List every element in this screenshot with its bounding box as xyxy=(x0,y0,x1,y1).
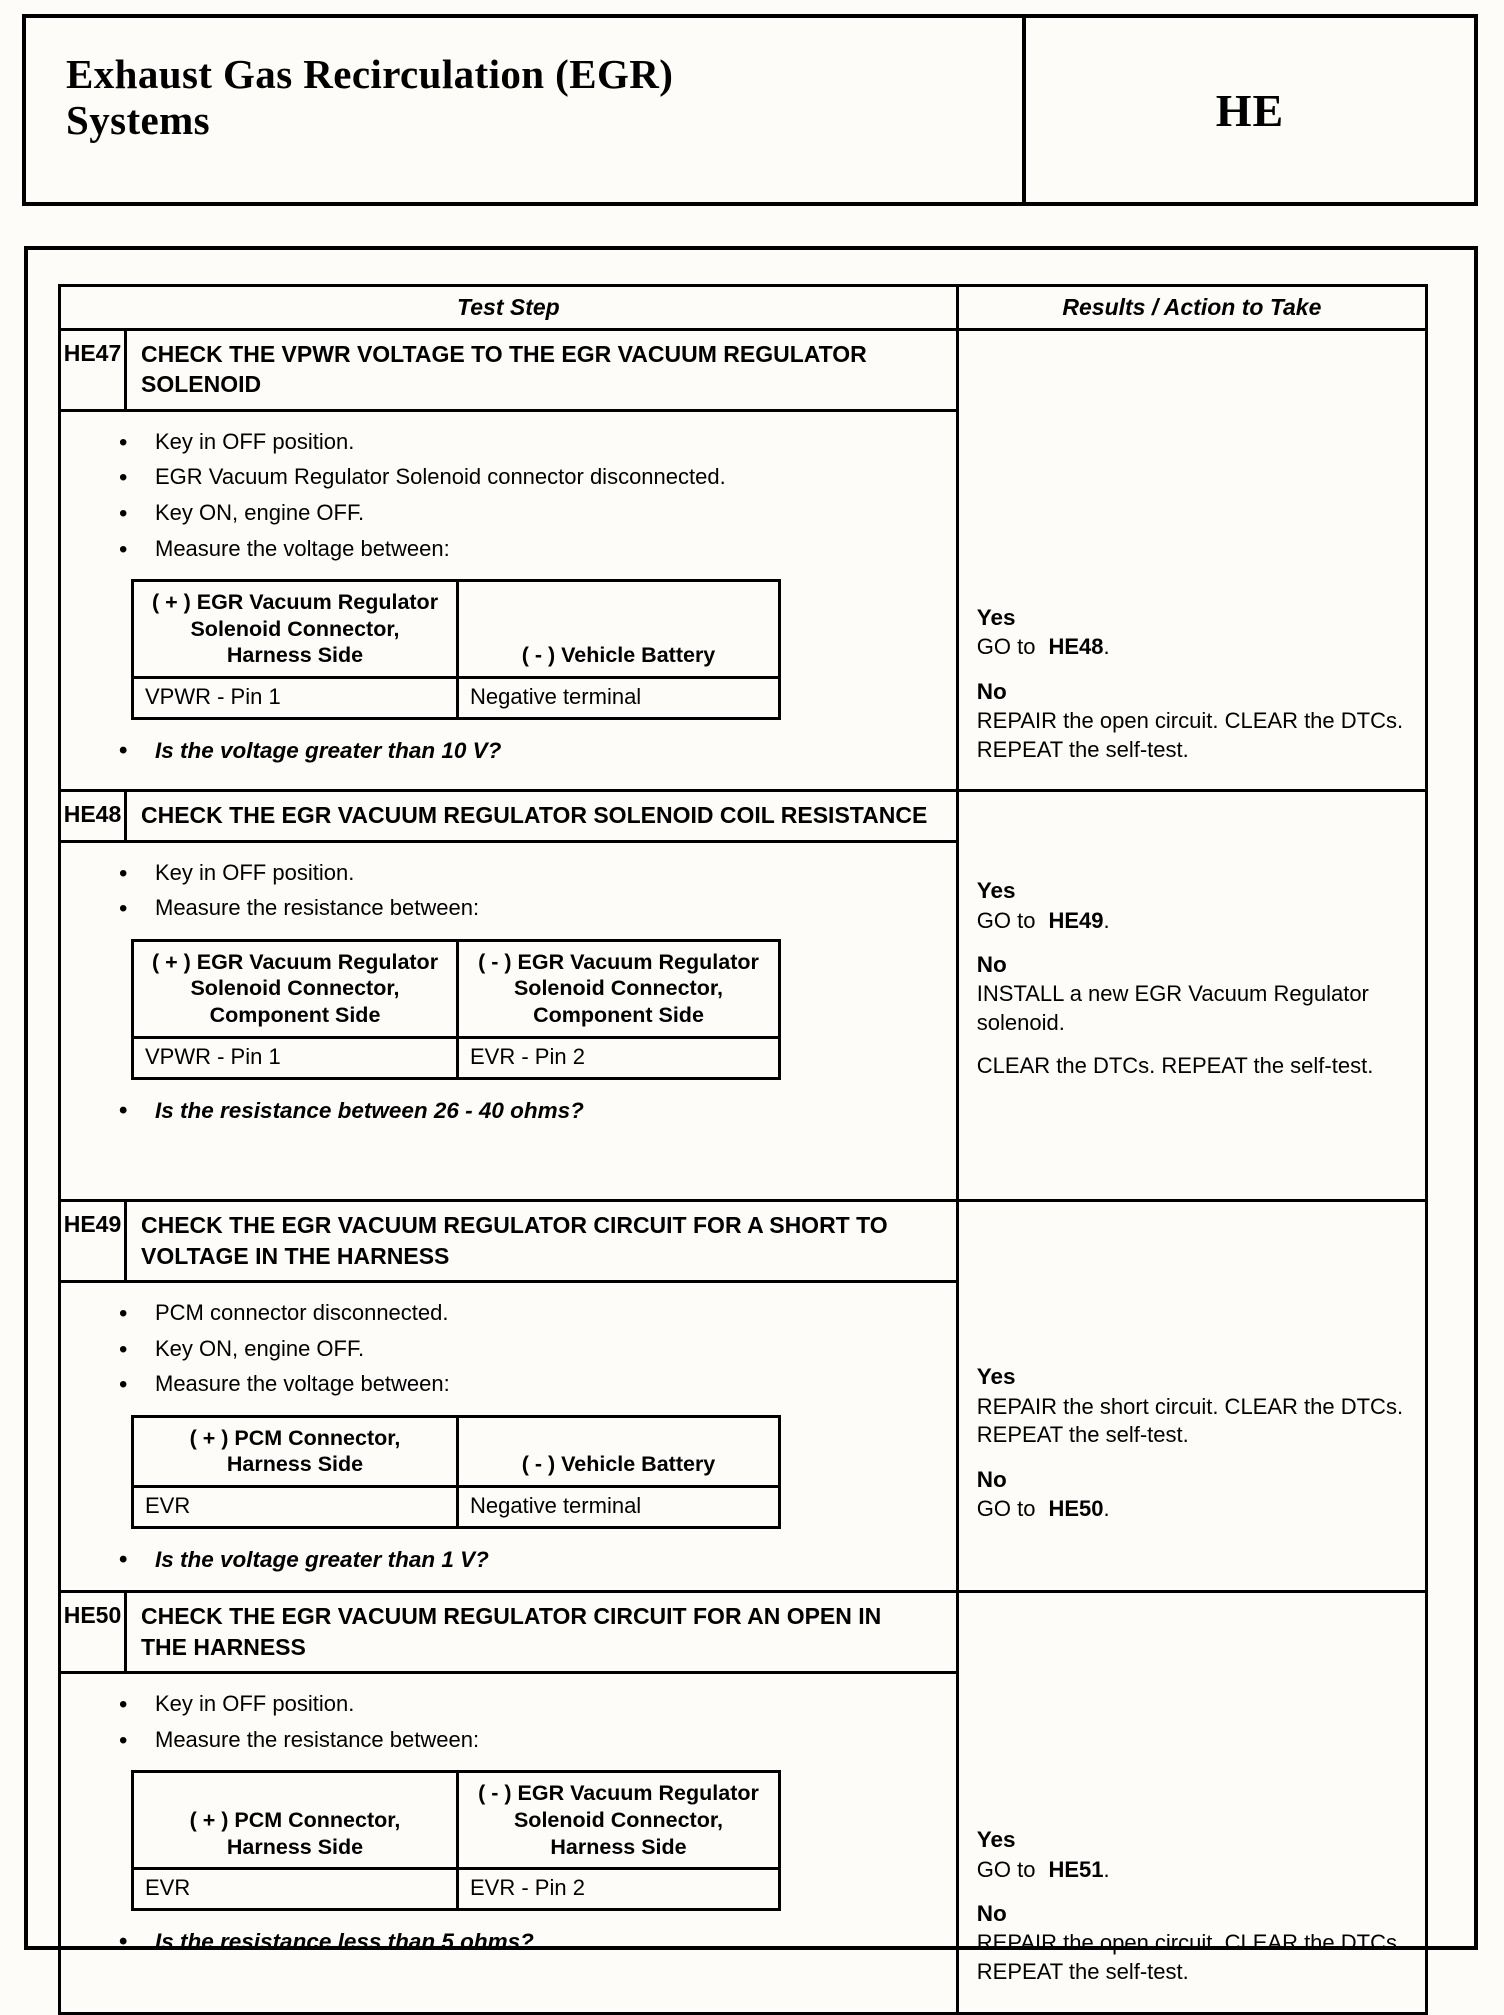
result-yes-label: Yes xyxy=(976,878,1016,904)
go-to-period: . xyxy=(1103,1856,1110,1882)
instruction-item: • Key in OFF position. xyxy=(107,1690,936,1719)
section-code: HE xyxy=(1215,84,1285,136)
measurement-value-row xyxy=(134,676,778,717)
go-to-text: GO to xyxy=(976,634,1036,660)
results-cell xyxy=(956,1593,1425,2011)
step-question: • Is the resistance between 26 - 40 ohms? xyxy=(107,1096,936,1125)
instruction-item: • Key ON, engine OFF. xyxy=(107,499,936,528)
step-instructions xyxy=(61,412,956,782)
measurement-value-row xyxy=(134,1485,778,1526)
result-yes-action xyxy=(977,633,1411,662)
result-yes-block xyxy=(977,1362,1411,1449)
measurement-header-row xyxy=(134,1773,778,1867)
measurement-header-positive: ( + ) PCM Connector, Harness Side xyxy=(189,1425,401,1477)
table-header-row xyxy=(61,287,1425,331)
instruction-item: • Measure the resistance between: xyxy=(107,894,936,923)
result-no-action-2: CLEAR the DTCs. REPEAT the self-test. xyxy=(976,1052,1374,1078)
column-header-results: Results / Action to Take xyxy=(956,287,1425,328)
step-instructions xyxy=(61,843,956,1141)
instruction-item: • Key ON, engine OFF. xyxy=(107,1335,936,1364)
result-yes-label: Yes xyxy=(976,1364,1016,1390)
result-yes-block xyxy=(977,876,1411,935)
measurement-value-positive: EVR xyxy=(134,1485,456,1526)
result-yes-block xyxy=(977,1825,1411,1884)
step-id: HE47 xyxy=(61,331,127,409)
measurement-value-positive: VPWR - Pin 1 xyxy=(134,676,456,717)
result-yes-block xyxy=(977,603,1411,662)
page-title: Exhaust Gas Recirculation (EGR) Systems xyxy=(66,51,674,143)
measurement-value-positive: EVR xyxy=(134,1867,456,1908)
diagnostic-table xyxy=(58,284,1428,2015)
measurement-header-row xyxy=(134,942,778,1036)
measurement-value-negative: EVR - Pin 2 xyxy=(456,1867,778,1908)
result-no-action: REPAIR the open circuit. CLEAR the DTCs. REPEAT the self-test. xyxy=(976,1930,1404,1985)
measurement-value-row xyxy=(134,1036,778,1077)
go-to-period: . xyxy=(1103,634,1110,660)
go-to-text: GO to xyxy=(976,1856,1036,1882)
measurement-table xyxy=(131,1770,781,1911)
step-title: CHECK THE VPWR VOLTAGE TO THE EGR VACUUM REGULATOR SOLENOID xyxy=(141,341,867,398)
go-to-period: . xyxy=(1103,1495,1110,1521)
result-yes-action xyxy=(977,907,1411,936)
test-step-row-he48 xyxy=(61,792,1425,1202)
measurement-table xyxy=(131,939,781,1080)
result-yes-action xyxy=(977,1856,1411,1885)
instruction-item: • Measure the resistance between: xyxy=(107,1726,936,1755)
step-id: HE48 xyxy=(61,792,127,839)
test-step-cell xyxy=(61,1202,956,1590)
step-id: HE50 xyxy=(61,1593,127,1671)
go-to-period: . xyxy=(1103,907,1110,933)
step-title: CHECK THE EGR VACUUM REGULATOR SOLENOID COIL RESISTANCE xyxy=(141,802,928,829)
result-no-block xyxy=(977,1899,1411,1986)
result-no-block xyxy=(977,950,1411,1080)
measurement-header-negative: ( - ) Vehicle Battery xyxy=(456,1418,778,1485)
step-title: CHECK THE EGR VACUUM REGULATOR CIRCUIT FOR A SHORT TO VOLTAGE IN THE HARNESS xyxy=(141,1212,888,1269)
go-to-target: HE48 xyxy=(1048,634,1104,660)
result-yes-label: Yes xyxy=(976,605,1016,630)
test-step-row-he47 xyxy=(61,331,1425,792)
instruction-item: • Measure the voltage between: xyxy=(107,535,936,564)
content-box xyxy=(24,246,1478,1985)
go-to-text: GO to xyxy=(976,907,1036,933)
step-id: HE49 xyxy=(61,1202,127,1280)
results-cell xyxy=(956,1202,1425,1590)
test-step-cell xyxy=(61,792,956,1199)
page-title-cell xyxy=(26,18,1022,202)
measurement-value-negative: EVR - Pin 2 xyxy=(456,1036,778,1077)
go-to-text: GO to xyxy=(976,1495,1036,1521)
result-no-label: No xyxy=(976,678,1007,704)
instruction-item: • EGR Vacuum Regulator Solenoid connector disconnected. xyxy=(107,463,936,492)
measurement-header-positive: ( + ) PCM Connector, Harness Side xyxy=(189,1807,401,1859)
measurement-value-row xyxy=(134,1867,778,1908)
step-header xyxy=(61,331,956,412)
measurement-header-row xyxy=(134,582,778,676)
instruction-item: • PCM connector disconnected. xyxy=(107,1299,936,1328)
section-code-cell xyxy=(1022,18,1474,202)
column-header-test-step: Test Step xyxy=(457,294,560,320)
result-no-label: No xyxy=(976,1901,1007,1927)
measurement-header-negative: ( - ) EGR Vacuum Regulator Solenoid Connector, Component Side xyxy=(456,942,778,1036)
step-header xyxy=(61,1593,956,1674)
test-step-row-he50 xyxy=(61,1593,1425,2011)
go-to-target: HE51 xyxy=(1048,1856,1104,1882)
step-instructions xyxy=(61,1283,956,1590)
results-cell xyxy=(956,792,1425,1199)
result-yes-action: REPAIR the short circuit. CLEAR the DTCs. REPEAT the self-test. xyxy=(976,1393,1404,1448)
measurement-value-negative: Negative terminal xyxy=(456,1485,778,1526)
measurement-value-negative: Negative terminal xyxy=(456,676,778,717)
result-no-action xyxy=(977,1495,1411,1524)
result-no-block xyxy=(977,1465,1411,1524)
measurement-header-negative: ( - ) Vehicle Battery xyxy=(456,582,778,676)
instruction-item: • Key in OFF position. xyxy=(107,428,936,457)
instruction-item: • Measure the voltage between: xyxy=(107,1370,936,1399)
instruction-item: • Key in OFF position. xyxy=(107,859,936,888)
measurement-table xyxy=(131,1415,781,1529)
result-no-action: REPAIR the open circuit. CLEAR the DTCs. REPEAT the self-test. xyxy=(976,708,1404,762)
test-step-cell xyxy=(61,331,956,789)
result-yes-label: Yes xyxy=(976,1827,1016,1853)
result-no-label: No xyxy=(976,1466,1007,1492)
step-question: • Is the resistance less than 5 ohms? xyxy=(107,1927,936,1956)
measurement-value-positive: VPWR - Pin 1 xyxy=(134,1036,456,1077)
result-no-label: No xyxy=(976,952,1007,978)
step-question: • Is the voltage greater than 10 V? xyxy=(107,736,936,765)
measurement-header-row xyxy=(134,1418,778,1485)
result-no-action: INSTALL a new EGR Vacuum Regulator solenoid. xyxy=(976,981,1369,1035)
page-header-box xyxy=(22,14,1478,206)
step-title: CHECK THE EGR VACUUM REGULATOR CIRCUIT FOR AN OPEN IN THE HARNESS xyxy=(141,1603,882,1660)
go-to-target: HE50 xyxy=(1048,1495,1104,1521)
measurement-header-positive: ( + ) EGR Vacuum Regulator Solenoid Connector, Component Side xyxy=(151,949,439,1028)
measurement-header-positive: ( + ) EGR Vacuum Regulator Solenoid Connector, Harness Side xyxy=(151,590,439,668)
go-to-target: HE49 xyxy=(1048,907,1104,933)
result-no-block xyxy=(977,677,1411,764)
step-question: • Is the voltage greater than 1 V? xyxy=(107,1545,936,1574)
step-instructions xyxy=(61,1674,956,1972)
measurement-table xyxy=(131,579,781,720)
measurement-header-negative: ( - ) EGR Vacuum Regulator Solenoid Connector, Harness Side xyxy=(456,1773,778,1867)
test-step-cell xyxy=(61,1593,956,2011)
step-header xyxy=(61,1202,956,1283)
results-cell xyxy=(956,331,1425,789)
step-header xyxy=(61,792,956,842)
test-step-row-he49 xyxy=(61,1202,1425,1593)
